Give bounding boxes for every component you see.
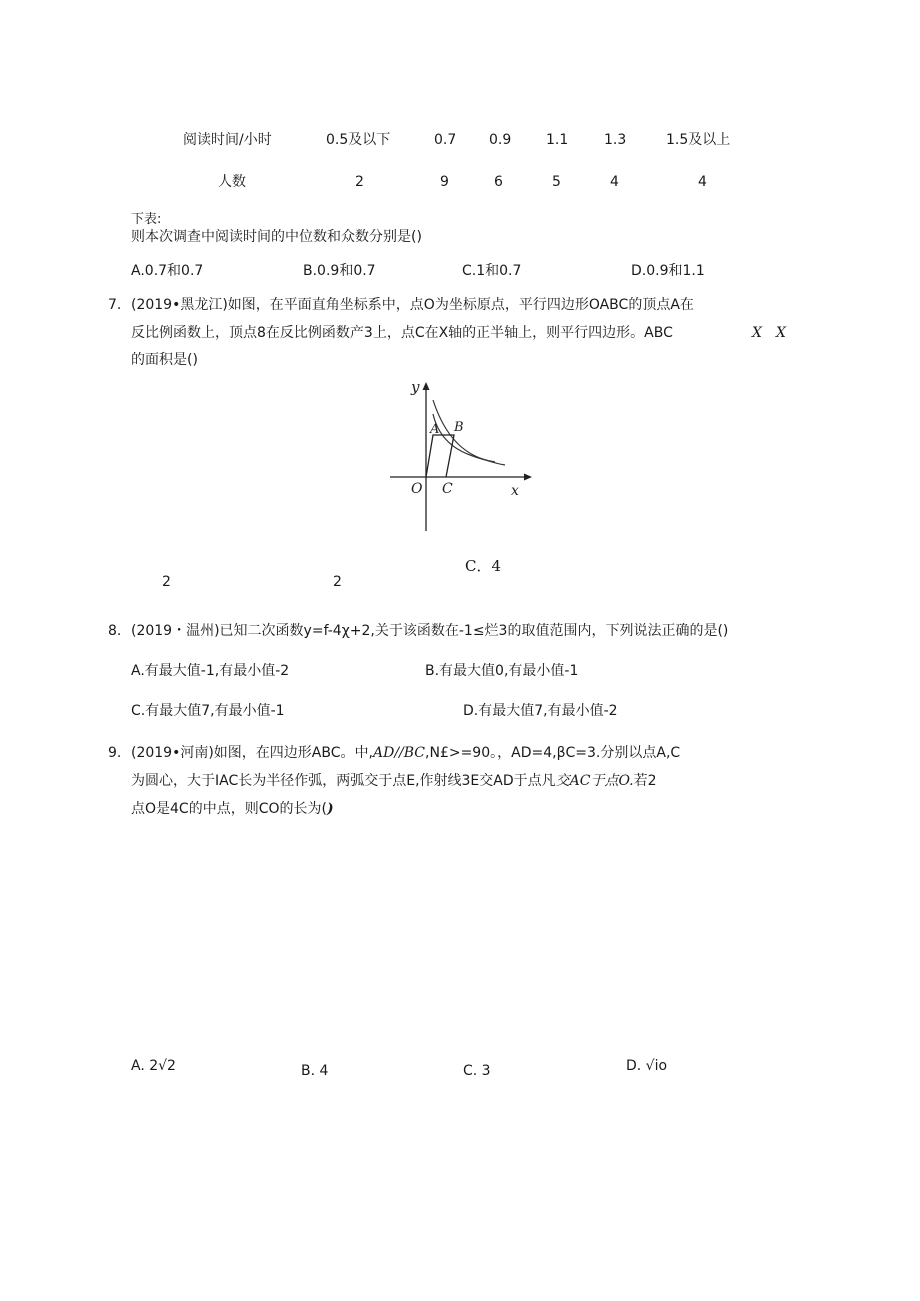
- q7-line1: (2019•黑龙江)如图，在平面直角坐标系中，点O为坐标原点，平行四边形OABC的顶点A在: [131, 297, 694, 313]
- q9-option-b: B. 4: [301, 1063, 329, 1079]
- q7-line2: 反比例函数上，顶点8在反比例函数产3上，点C在X轴的正半轴上，则平行四边形。ABC: [131, 325, 673, 341]
- q7-stray-digit: 2: [162, 574, 171, 590]
- table-cell: 1.3: [604, 132, 627, 148]
- q8-option-a: A.有最大值-1,有最小值-2: [131, 663, 290, 679]
- q9-line1-text: ,N£>=90。，AD=4,βC=3.分别以点A,C: [425, 745, 681, 761]
- table-cell: 2: [355, 174, 364, 190]
- q8-option-c: C.有最大值7,有最小值-1: [131, 703, 285, 719]
- q6-option-a: A.0.7和0.7: [131, 263, 204, 279]
- q9-number: 9.: [108, 745, 122, 761]
- q6-option-d: D.0.9和1.1: [631, 263, 705, 279]
- q7-number: 7.: [108, 297, 122, 313]
- q9-line1: [131, 746, 680, 760]
- q7-figure: [385, 376, 545, 536]
- q9-line1-text: (2019•河南)如图，在四边形ABC。中,: [131, 745, 373, 761]
- table-cell: 1.5及以上: [666, 132, 731, 148]
- table-cell: 1.1: [546, 132, 569, 148]
- q8-stem: (2019・温州)已知二次函数y=f-4χ+2,关于该函数在-1≤烂3的取值范围内，下列说法正确的是(): [131, 623, 729, 639]
- q9-option-c: C. 3: [463, 1063, 491, 1079]
- q6-option-b: B.0.9和0.7: [303, 263, 376, 279]
- q7-stray-digit: 2: [333, 574, 342, 590]
- q8-number: 8.: [108, 623, 122, 639]
- x-axis-arrow-icon: [524, 474, 532, 481]
- table-header-count: 人数: [218, 174, 246, 190]
- q7-line3: 的面积是(): [131, 352, 198, 368]
- label-c: C: [442, 481, 453, 497]
- label-y: y: [411, 378, 420, 396]
- q9-option-a: A. 2√2: [131, 1058, 176, 1074]
- table-header-reading-time: 阅读时间/小时: [183, 132, 272, 148]
- table-cell: 0.7: [434, 132, 457, 148]
- table-cell: 0.5及以下: [326, 132, 391, 148]
- q8-option-d: D.有最大值7,有最小值-2: [463, 703, 618, 719]
- q7-line2-tail: X X: [752, 325, 786, 341]
- table-cell: 6: [494, 174, 503, 190]
- table-cell: 5: [552, 174, 561, 190]
- q6-stem: 则本次调查中阅读时间的中位数和众数分别是(): [131, 229, 422, 245]
- q9-line2-math: 交AC于点O.: [555, 773, 634, 789]
- q9-line2-text: 若2: [633, 773, 657, 789]
- q6-caption: 下表:: [131, 212, 162, 227]
- q7-option-c: C．4: [465, 557, 502, 575]
- label-o: O: [411, 481, 423, 497]
- table-cell: 0.9: [489, 132, 512, 148]
- q9-line2-text: 为圆心，大于IAC长为半径作弧，两弧交于点E,作射线3E交AD于点凡: [131, 773, 556, 789]
- label-b: B: [454, 420, 464, 435]
- q9-line3-text: 点O是4C的中点，则CO的长为(: [131, 801, 327, 817]
- y-axis-arrow-icon: [423, 382, 430, 390]
- label-a: A: [430, 422, 440, 437]
- q6-option-c: C.1和0.7: [462, 263, 522, 279]
- q9-line3-paren: ): [326, 801, 334, 817]
- label-x: x: [511, 483, 519, 499]
- q8-option-b: B.有最大值0,有最小值-1: [425, 663, 579, 679]
- table-cell: 9: [440, 174, 449, 190]
- q9-line3: [131, 802, 334, 816]
- q9-line1-math: AD//BC: [372, 745, 426, 761]
- table-cell: 4: [698, 174, 707, 190]
- q9-option-d: D. √io: [626, 1058, 668, 1074]
- table-cell: 4: [610, 174, 619, 190]
- parallelogram-oabc: [426, 435, 454, 477]
- q9-line2: [131, 774, 657, 788]
